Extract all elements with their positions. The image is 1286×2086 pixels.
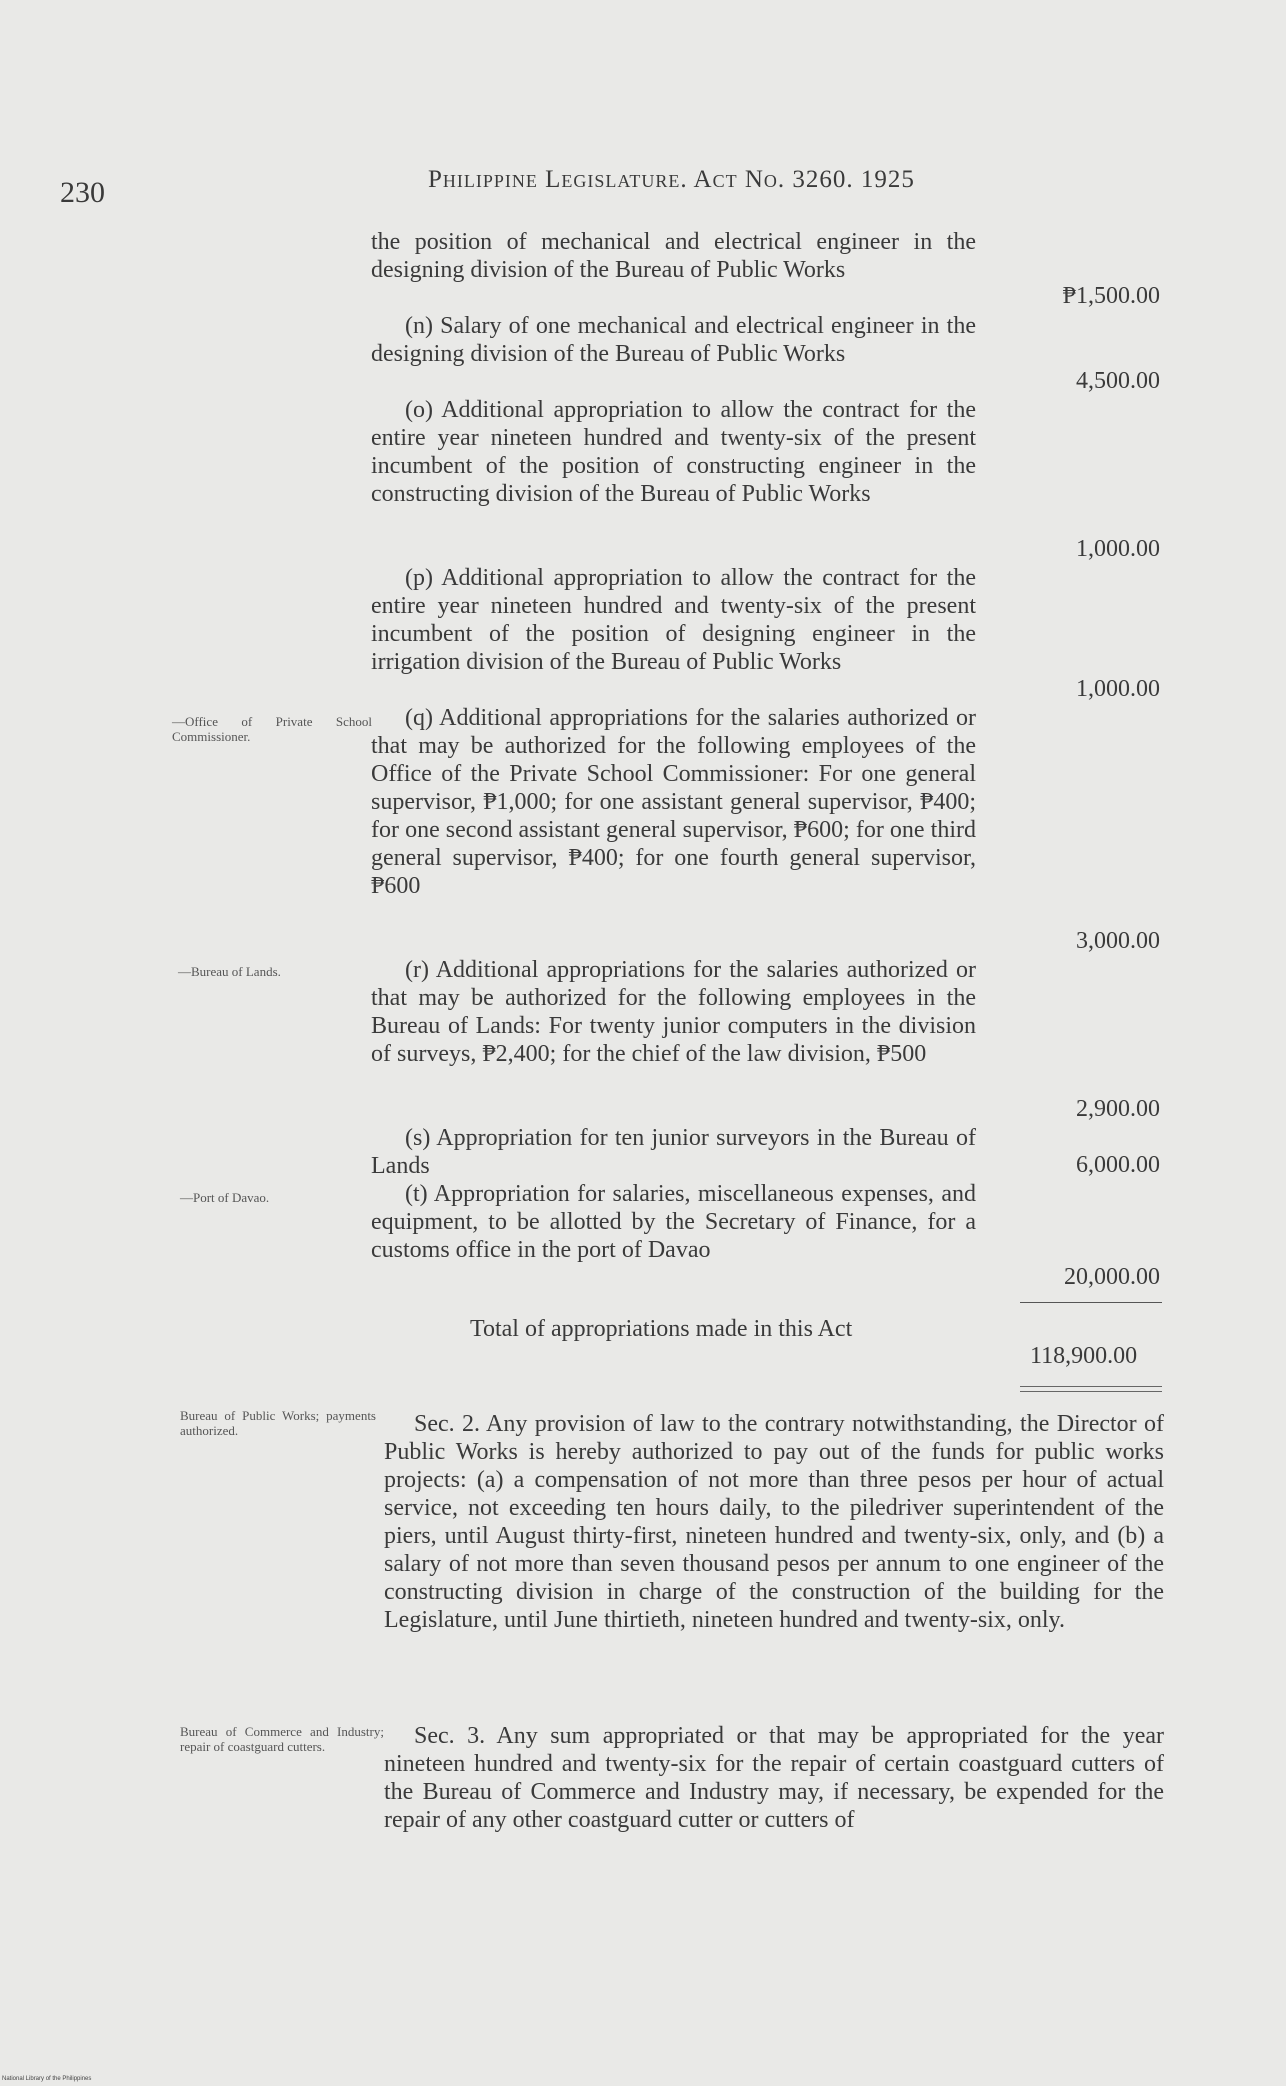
- total-amount: 118,900.00: [1030, 1343, 1138, 1369]
- item-s-text: (s) Appropriation for ten junior surveyors in the Bureau of Lands: [371, 1125, 976, 1179]
- side-note-davao: —Port of Davao.: [180, 1190, 270, 1205]
- side-note-commerce: Bureau of Commerce and Industry; repair of coastguard cutters.: [180, 1724, 384, 1754]
- item-t-text: (t) Appropriation for salaries, miscellaneous expenses, and equipment, to be allotted by the Secretary of Finance, for a customs office in the port of Davao: [371, 1181, 976, 1263]
- footer-credit: National Library of the Philippines: [2, 2076, 92, 2082]
- item-p-amount: 1,000.00: [1076, 676, 1160, 702]
- total-double-rule-2: [1020, 1391, 1162, 1392]
- item-n-amount: 4,500.00: [1076, 368, 1160, 394]
- item-n-text: (n) Salary of one mechanical and electrical engineer in the designing division of the Bureau of Public Works: [371, 313, 976, 367]
- item-m-text: the position of mechanical and electrical engineer in the designing division of the Bureau of Public Works: [371, 229, 976, 283]
- side-note-private-school: —Office of Private School Commissioner.: [172, 714, 372, 744]
- item-o-text: (o) Additional appropriation to allow the contract for the entire year nineteen hundred and twenty-six of the present incumbent of the position of constructing engineer in the constructing division of the Bureau of Public Works: [371, 397, 976, 507]
- section-2: Sec. 2. Any provision of law to the contrary notwithstanding, the Director of Public Works is hereby authorized to pay out of the funds for public works projects: (a) a compensation of not more than three pesos per hour of actual service, not exceeding ten hours daily, to the piledriver superintendent of the piers, until August thirty-first, nineteen hundred and twenty-six, only, and (b) a salary of not more than seven thousand pesos per annum to one engineer of the constructing division in charge of the construction of the building for the Legislature, until June thirtieth, nineteen hundred and twenty-six, only.: [384, 1411, 1164, 1633]
- item-t-amount: 20,000.00: [1064, 1264, 1160, 1290]
- item-q-text: (q) Additional appropriations for the salaries authorized or that may be authorized for the following employees of the Office of the Private School Commissioner: For one general supervisor, ₱1,000; for one assistant general supervisor, ₱400; for one second assistant general supervisor, ₱600; for one third general supervisor, ₱400; for one fourth general supervisor, ₱600: [371, 705, 976, 899]
- section-3: Sec. 3. Any sum appropriated or that may be appropriated for the year nineteen hundred and twenty-six for the repair of certain coastguard cutters of the Bureau of Commerce and Industry may, if necessary, be expended for the repair of any other coastguard cutter or cutters of: [384, 1723, 1164, 1833]
- page-number: 230: [60, 176, 105, 209]
- item-s-amount: 6,000.00: [1076, 1152, 1160, 1178]
- running-title: Philippine Legislature. Act No. 3260. 1925: [428, 166, 915, 193]
- item-r-text: (r) Additional appropriations for the salaries authorized or that may be authorized for the following employees in the Bureau of Lands: For twenty junior computers in the division of surveys, ₱2,400; for the chief of the law division, ₱500: [371, 957, 976, 1067]
- side-note-public-works: Bureau of Public Works; payments authorized.: [180, 1408, 376, 1438]
- total-double-rule-1: [1020, 1386, 1162, 1387]
- side-note-lands: —Bureau of Lands.: [178, 964, 281, 979]
- total-rule: [1020, 1302, 1162, 1303]
- item-q-amount: 3,000.00: [1076, 928, 1160, 954]
- item-o-amount: 1,000.00: [1076, 536, 1160, 562]
- item-m-amount: ₱1,500.00: [1062, 283, 1160, 309]
- total-label: Total of appropriations made in this Act: [470, 1316, 853, 1342]
- item-p-text: (p) Additional appropriation to allow the contract for the entire year nineteen hundred and twenty-six of the present incumbent of the position of designing engineer in the irrigation division of the Bureau of Public Works: [371, 565, 976, 675]
- item-r-amount: 2,900.00: [1076, 1096, 1160, 1122]
